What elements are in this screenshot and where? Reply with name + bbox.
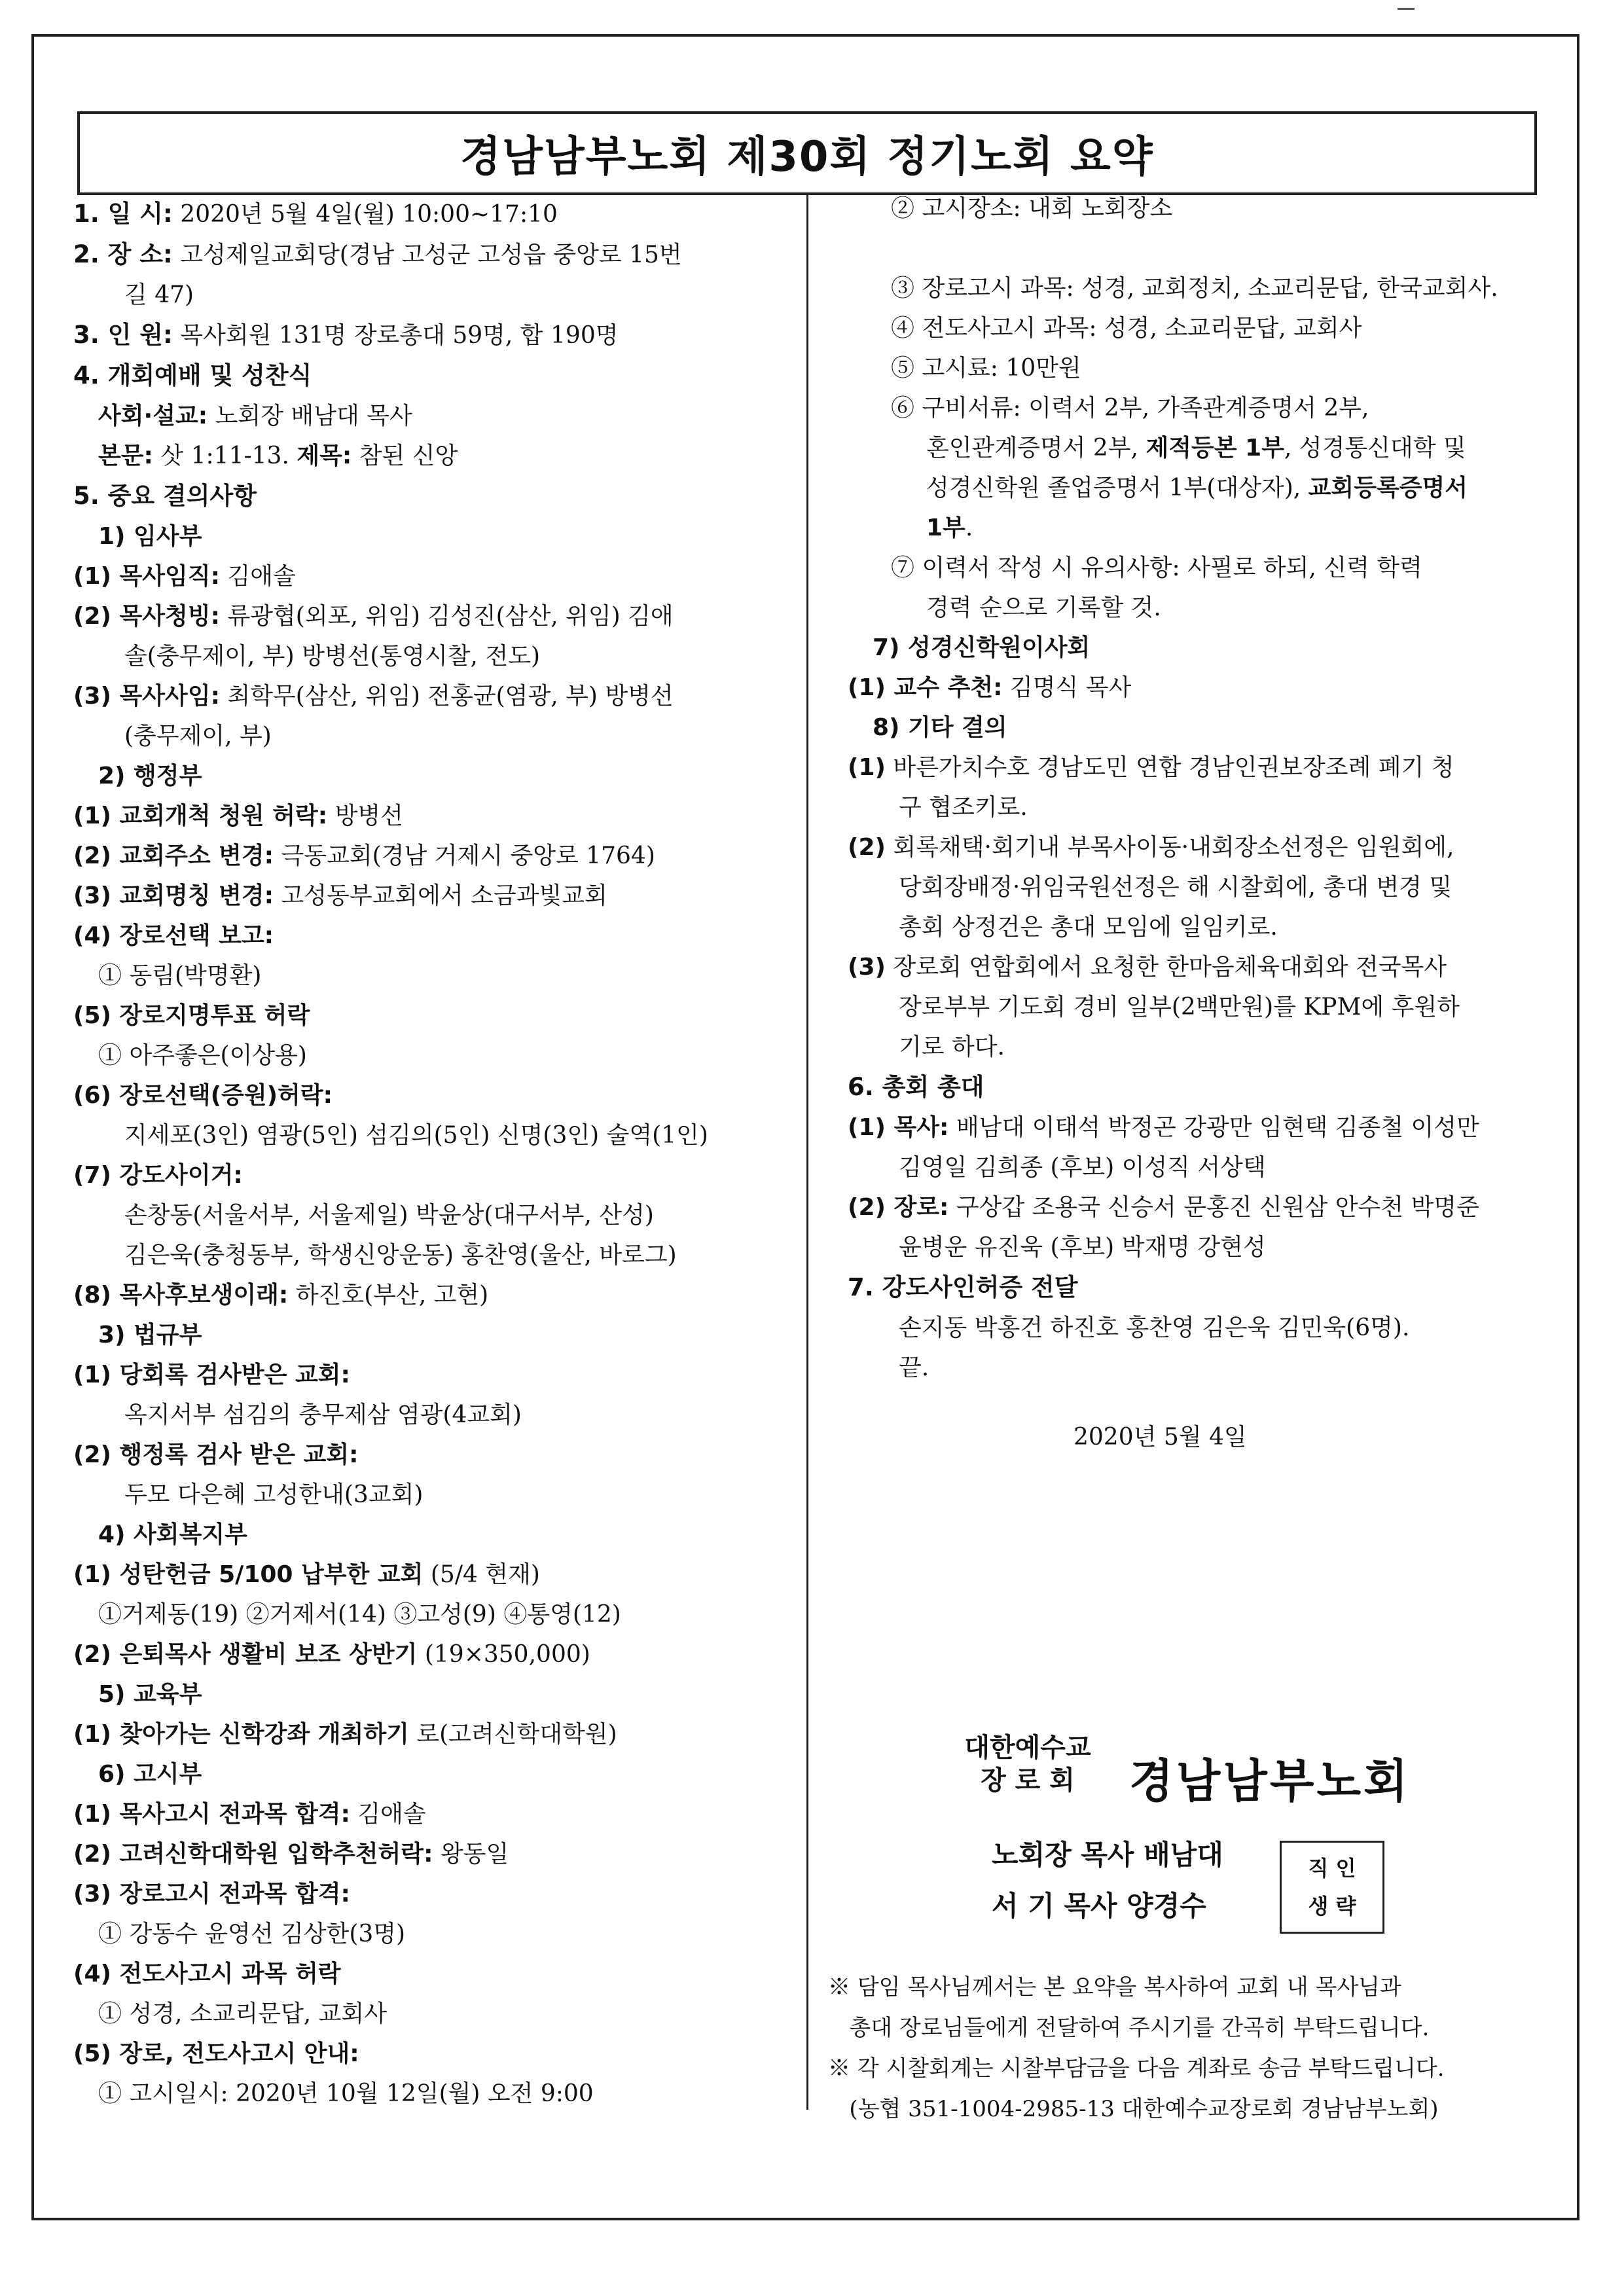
item-label: (1) 목사임직: <box>73 563 220 590</box>
item-text: 로(고려신학대학원) <box>416 1721 617 1748</box>
continuation-line <box>848 508 1561 548</box>
sub-label: 사회·설교: <box>98 403 208 429</box>
line-text: 끝. <box>899 1354 929 1381</box>
sub-label: 본문: <box>98 443 153 469</box>
line-bold: 제적등본 1부 <box>1146 435 1284 461</box>
item-label: (8) 목사후보생이래: <box>73 1282 289 1309</box>
section-heading <box>73 194 780 234</box>
line-text: 장로부부 기도회 경비 일부(2백만원)를 KPM에 후원하 <box>899 994 1460 1021</box>
item-label: (6) 장로선택(증원)허락: <box>73 1082 333 1109</box>
item-label: (1) 목사: <box>848 1114 949 1141</box>
list-line <box>73 1914 780 1954</box>
continuation-line <box>848 428 1561 468</box>
organization-block <box>949 1731 1460 1830</box>
section-number: 2. 장 소: <box>73 240 173 268</box>
item-label: (3) 교회명칭 변경: <box>73 882 274 909</box>
item-line <box>73 1954 780 1994</box>
line-text: (충무제이, 부) <box>124 723 272 750</box>
line-text: 혼인관계증명서 2부, <box>926 435 1146 461</box>
continuation-line <box>848 907 1561 947</box>
item-label: (1) <box>848 754 886 781</box>
item-line <box>848 947 1561 987</box>
item-text: 최학무(삼산, 위임) 전홍균(염광, 부) 방병선 <box>227 683 674 710</box>
scan-mark <box>1398 8 1415 10</box>
item-text: 구상갑 조용국 신승서 문홍진 신원삼 안수천 박명준 <box>956 1194 1479 1221</box>
item-label: (1) 성탄헌금 5/100 납부한 교회 <box>73 1561 424 1588</box>
line-text: 기로 하다. <box>899 1034 1005 1060</box>
item-label: (1) 찾아가는 신학강좌 개최하기 <box>73 1721 409 1748</box>
continuation-line <box>73 1235 780 1275</box>
line-text: 윤병운 유진욱 (후보) 박재명 강현성 <box>899 1234 1266 1261</box>
seal-box <box>1280 1841 1384 1934</box>
sub-heading <box>73 1754 780 1794</box>
right-column <box>848 189 1561 1388</box>
item-label: (2) 교회주소 변경: <box>73 842 274 869</box>
item-text: 김애솔 <box>227 563 296 590</box>
continuation-line <box>848 388 1561 428</box>
line-text: 김은욱(충청동부, 학생신앙운동) 홍찬영(울산, 바로그) <box>124 1242 677 1269</box>
item-line <box>848 1187 1561 1227</box>
line-text: ⑥ 구비서류: 이력서 2부, 가족관계증명서 2부, <box>891 395 1369 422</box>
section-heading <box>73 234 780 275</box>
item-line <box>73 1874 780 1914</box>
section-heading <box>73 315 780 355</box>
continuation-line <box>848 987 1561 1027</box>
line-bold: 교회등록증명서 <box>1308 475 1468 501</box>
organization-denomination <box>949 1731 1106 1797</box>
notes-block <box>828 1967 1445 2129</box>
line-text: 길 47) <box>124 281 194 308</box>
section-number: 1. 일 시: <box>73 200 173 228</box>
item-line <box>73 1555 780 1595</box>
item-line <box>73 1635 780 1674</box>
page-title: 경남남부노회 제30회 정기노회 요약 <box>460 133 1154 181</box>
item-line <box>73 916 780 956</box>
line-text: 김영일 김희종 (후보) 이성직 서상택 <box>899 1154 1266 1181</box>
continuation-line <box>848 348 1561 388</box>
list-line <box>73 2074 780 2114</box>
item-line <box>73 596 780 636</box>
item-text: (19×350,000) <box>424 1641 590 1668</box>
line-text: ② 고시장소: 내회 노회장소 <box>891 195 1173 222</box>
section-heading <box>73 476 780 516</box>
section-number: 6. 총회 총대 <box>848 1073 984 1101</box>
note-line: ※ 각 시찰회계는 시찰부담금을 다음 계좌로 송금 부탁드립니다. <box>828 2055 1445 2082</box>
note-line: (농협 351-1004-2985-13 대한예수교장로회 경남남부노회) <box>828 2096 1439 2122</box>
seal-line-2: 생 략 <box>1308 1894 1356 1919</box>
line-text: 구 협조키로. <box>899 794 1028 821</box>
sub-heading <box>848 708 1561 748</box>
denomination-line-2: 장 로 회 <box>981 1765 1075 1796</box>
line-text: 당회장배정·위임국원선정은 해 시찰회에, 총대 변경 및 <box>899 874 1453 901</box>
item-label: (2) 은퇴목사 생활비 보조 상반기 <box>73 1641 418 1668</box>
item-text: 바른가치수호 경남도민 연합 경남인권보장조례 폐기 청 <box>893 754 1454 781</box>
item-text: (5/4 현재) <box>430 1561 540 1588</box>
note-line: ※ 담임 목사님께서는 본 요약을 복사하여 교회 내 목사님과 <box>828 1974 1401 2000</box>
line-text: ① 고시일시: 2020년 10월 12일(월) 오전 9:00 <box>98 2080 594 2107</box>
sub-text: 노회장 배남대 목사 <box>215 403 412 429</box>
item-line <box>73 1714 780 1754</box>
continuation-line <box>848 1348 1561 1388</box>
continuation-line <box>73 716 780 756</box>
item-line <box>848 827 1561 867</box>
clerk-line: 서 기 목사 양경수 <box>992 1890 1206 1922</box>
item-label: (5) 장로, 전도사고시 안내: <box>73 2040 359 2067</box>
continuation-line <box>848 1227 1561 1267</box>
line-text: 손창동(서울서부, 서울제일) 박윤상(대구서부, 산성) <box>124 1202 654 1229</box>
continuation-line <box>848 867 1561 907</box>
section-text: 2020년 5월 4일(월) 10:00~17:10 <box>180 201 558 228</box>
sub-text-2: 참된 신앙 <box>359 443 458 469</box>
list-line <box>73 1994 780 2034</box>
sub-label: 4) 사회복지부 <box>98 1521 247 1548</box>
item-line <box>73 1435 780 1475</box>
item-line <box>848 748 1561 787</box>
continuation-line <box>73 1475 780 1515</box>
item-text: 류광협(외포, 위임) 김성진(삼산, 위임) 김애 <box>227 603 674 630</box>
list-line <box>73 956 780 996</box>
line-text-2: . <box>965 515 973 541</box>
item-line <box>73 876 780 916</box>
item-line <box>73 1355 780 1395</box>
sub-heading <box>73 1674 780 1714</box>
item-line <box>848 1108 1561 1148</box>
line-text: 경력 순으로 기록할 것. <box>926 594 1161 621</box>
line-text: ③ 장로고시 과목: 성경, 교회정치, 소교리문답, 한국교회사. <box>891 275 1498 302</box>
item-label: (1) 교수 추천: <box>848 674 1003 701</box>
signature-lines <box>992 1830 1223 1932</box>
continuation-line <box>848 1027 1561 1067</box>
continuation-line <box>73 1115 780 1155</box>
sub-heading <box>73 1315 780 1355</box>
section-number: 3. 인 원: <box>73 321 173 349</box>
continuation-line <box>848 268 1561 308</box>
sub-heading <box>848 628 1561 668</box>
item-text: 김명식 목사 <box>1009 674 1132 701</box>
section-number: 4. 개회예배 및 성찬식 <box>73 361 312 389</box>
item-label: (1) 교회개척 청원 허락: <box>73 803 328 829</box>
item-label: (3) 장로고시 전과목 합격: <box>73 1881 350 1907</box>
item-text: 하진호(부산, 고현) <box>295 1282 489 1309</box>
continuation-line <box>73 275 780 315</box>
sub-label: 5) 교육부 <box>98 1681 202 1708</box>
line-text: 손지동 박홍건 하진호 홍찬영 김은욱 김민욱(6명). <box>899 1314 1410 1341</box>
section-text: 고성제일교회당(경남 고성군 고성읍 중앙로 15번 <box>180 242 682 268</box>
sub-heading <box>73 1515 780 1555</box>
item-line <box>848 668 1561 708</box>
continuation-line <box>848 308 1561 348</box>
seal-line-1: 직 인 <box>1308 1856 1356 1881</box>
continuation-line <box>848 1148 1561 1187</box>
continuation-line <box>73 1195 780 1235</box>
sub-label-2: 제목: <box>297 443 352 469</box>
line-text: ① 성경, 소교리문답, 교회사 <box>98 2000 387 2027</box>
item-label: (3) 목사사임: <box>73 683 220 710</box>
moderator-line: 노회장 목사 배남대 <box>992 1839 1223 1871</box>
document-date: 2020년 5월 4일 <box>1074 1424 1247 1451</box>
continuation-line <box>73 636 780 676</box>
continuation-line <box>848 588 1561 628</box>
line-text: 성경신학원 졸업증명서 1부(대상자), <box>926 475 1308 501</box>
spacer <box>848 228 1561 268</box>
item-text: 김애솔 <box>357 1801 426 1828</box>
item-line <box>73 676 780 716</box>
item-label: (5) 장로지명투표 허락 <box>73 1002 310 1029</box>
line-text: ⑦ 이력서 작성 시 유의사항: 사필로 하되, 신력 학력 <box>891 554 1422 581</box>
item-label: (1) 목사고시 전과목 합격: <box>73 1801 350 1828</box>
item-line <box>73 796 780 836</box>
item-label: (4) 전도사고시 과목 허락 <box>73 1961 341 1987</box>
note-line: 총대 장로님들에게 전달하여 주시기를 간곡히 부탁드립니다. <box>828 2015 1430 2041</box>
left-column <box>73 194 780 2114</box>
item-label: (2) 행정록 검사 받은 교회: <box>73 1441 359 1468</box>
item-text: 극동교회(경남 거제시 중앙로 1764) <box>281 842 655 869</box>
item-text: 고성동부교회에서 소금과빛교회 <box>281 882 607 909</box>
line-text: ⑤ 고시료: 10만원 <box>891 355 1081 382</box>
item-label: (7) 강도사이거: <box>73 1162 243 1189</box>
item-line <box>73 836 780 876</box>
line-text: 솔(충무제이, 부) 방병선(통영시찰, 전도) <box>124 643 541 670</box>
organization-name: 경남남부노회 <box>1129 1754 1411 1808</box>
sub-label: 2) 행정부 <box>98 763 202 789</box>
continuation-line <box>848 548 1561 588</box>
continuation-line <box>848 787 1561 827</box>
item-line <box>73 1834 780 1874</box>
item-text: 방병선 <box>334 803 403 829</box>
list-line <box>73 1036 780 1075</box>
line-text: 지세포(3인) 염광(5인) 섬김의(5인) 신명(3인) 술역(1인) <box>124 1122 708 1149</box>
sub-label: 3) 법규부 <box>98 1322 202 1348</box>
item-text: 왕동일 <box>440 1841 509 1868</box>
item-label: (2) <box>848 834 886 861</box>
item-line <box>73 1275 780 1315</box>
line-text: ① 동림(박명환) <box>98 962 262 989</box>
line-text: ①거제동(19) ②거제서(14) ③고성(9) ④통영(12) <box>98 1601 621 1628</box>
sub-heading <box>73 516 780 556</box>
title-box <box>77 111 1537 195</box>
item-line <box>73 1155 780 1195</box>
denomination-line-1: 대한예수교 <box>964 1733 1091 1763</box>
item-label: (2) 목사청빙: <box>73 603 220 630</box>
sub-label: 8) 기타 결의 <box>873 714 1007 741</box>
item-label: (3) <box>848 954 886 981</box>
item-line <box>73 1075 780 1115</box>
line-bold: 1부 <box>926 515 965 541</box>
item-text: 장로회 연합회에서 요청한 한마음체육대회와 전국목사 <box>893 954 1447 981</box>
line-text: ① 강동수 윤영선 김상한(3명) <box>98 1921 406 1947</box>
section-text: 목사회원 131명 장로총대 59명, 합 190명 <box>180 322 619 349</box>
line-text: 옥지서부 섬김의 충무제삼 염광(4교회) <box>124 1401 522 1428</box>
item-text: 회록채택·회기내 부목사이동·내회장소선정은 임원회에, <box>893 834 1454 861</box>
sub-label: 7) 성경신학원이사회 <box>873 634 1091 661</box>
sub-label: 6) 고시부 <box>98 1761 202 1788</box>
item-line <box>73 1794 780 1834</box>
sub-label: 1) 임사부 <box>98 523 202 550</box>
continuation-line <box>848 1308 1561 1348</box>
item-label: (2) 고려신학대학원 입학추천허락: <box>73 1841 433 1868</box>
line-text: ① 아주좋은(이상용) <box>98 1042 307 1069</box>
item-line <box>73 556 780 596</box>
continuation-line <box>848 189 1561 228</box>
sub-text: 삿 1:11-13. <box>160 443 297 469</box>
line-text: 총회 상정건은 총대 모임에 일임키로. <box>899 914 1278 941</box>
line-text: 두모 다은혜 고성한내(3교회) <box>124 1481 424 1508</box>
list-line <box>73 1595 780 1635</box>
line-text-2: , 성경통신대학 및 <box>1284 435 1466 461</box>
continuation-line <box>73 1395 780 1435</box>
sub-heading <box>73 396 780 436</box>
column-divider <box>806 195 808 2110</box>
section-number: 7. 강도사인허증 전달 <box>848 1273 1078 1301</box>
section-heading <box>848 1067 1561 1108</box>
section-heading <box>73 355 780 396</box>
section-heading <box>848 1267 1561 1308</box>
line-text: ④ 전도사고시 과목: 성경, 소교리문답, 교회사 <box>891 315 1362 342</box>
item-text: 배남대 이태석 박정곤 강광만 임현택 김종철 이성만 <box>956 1114 1479 1141</box>
item-label: (4) 장로선택 보고: <box>73 922 274 949</box>
continuation-line <box>848 468 1561 508</box>
item-line <box>73 2034 780 2074</box>
sub-heading <box>73 436 780 476</box>
item-label: (2) 장로: <box>848 1194 949 1221</box>
section-number: 5. 중요 결의사항 <box>73 482 257 510</box>
item-line <box>73 996 780 1036</box>
item-label: (1) 당회록 검사받은 교회: <box>73 1362 350 1388</box>
sub-heading <box>73 756 780 796</box>
